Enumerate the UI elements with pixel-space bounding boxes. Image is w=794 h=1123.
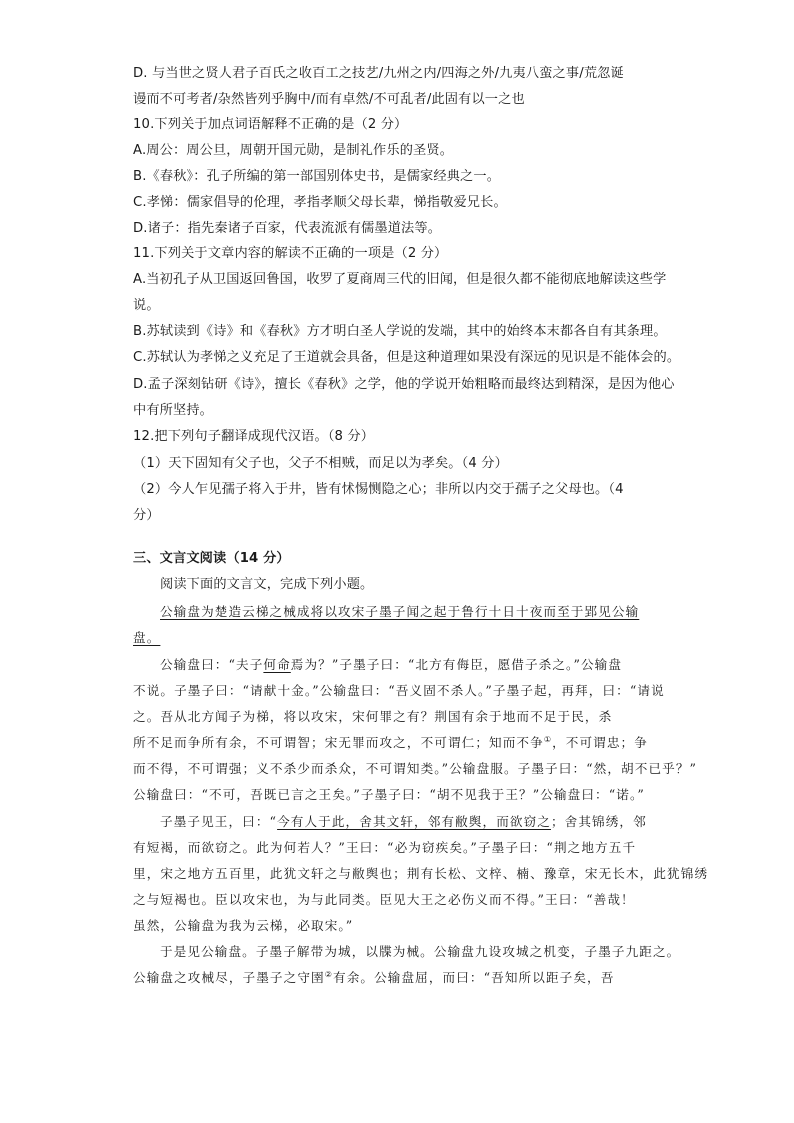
passage-p3-line1: 子墨子见王，曰：“今有人于此，舍其文轩，邻有敝舆，而欲窃之；舍其锦绣，邻 xyxy=(160,814,647,829)
passage-p2-line6: 公输盘曰：“不可，吾既已言之王矣。”子墨子曰：“胡不见我于王？”公输盘曰：“诺。” xyxy=(133,787,645,802)
q11-option-a-line2: 说。 xyxy=(133,298,160,313)
q11-option-c: C.苏轼认为孝悌之义充足了王道就会具备，但是这种道理如果没有深远的见识是不能体会的。 xyxy=(133,350,681,365)
q11-stem: 11.下列关于文章内容的解读不正确的一项是（2 分） xyxy=(133,246,448,261)
q12-stem: 12.把下列句子翻译成现代汉语。（8 分） xyxy=(133,429,375,444)
footnote-marker-1: ① xyxy=(543,734,553,744)
passage-p3-line3: 里，宋之地方五百里，此犹文轩之与敝舆也；荆有长松、文梓、楠、豫章，宋无长木，此犹锦绣 xyxy=(133,866,709,881)
section-heading: 三、文言文阅读（14 分） xyxy=(133,551,290,566)
q10-option-d: D.诸子：指先秦诸子百家，代表流派有儒墨道法等。 xyxy=(133,221,442,236)
q10-option-a: A.周公：周公旦，周朝开国元勋，是制礼作乐的圣贤。 xyxy=(133,143,454,158)
q10-stem: 10.下列关于加点词语解释不正确的是（2 分） xyxy=(133,117,408,132)
section-instruction: 阅读下面的文言文，完成下列小题。 xyxy=(160,577,374,592)
q12-sentence-1: （1）天下固知有父子也，父子不相贼，而足以为孝矣。（4 分） xyxy=(133,456,508,471)
passage-p3-line2: 有短褐，而欲窃之。此为何若人？”王曰：“必为窃疾矣。”子墨子曰：“荆之地方五千 xyxy=(133,840,637,855)
footnote-marker-2: ② xyxy=(324,969,333,979)
q10-option-c: C.孝悌：儒家倡导的伦理，孝指孝顺父母长辈，悌指敬爱兄长。 xyxy=(133,195,507,210)
q11-option-d-line2: 中有所坚持。 xyxy=(133,403,214,418)
passage-p2-line2: 不说。子墨子曰：“请献十金。”公输盘曰：“吾义固不杀人。”子墨子起，再拜，曰：“请说 xyxy=(133,683,665,698)
passage-p2-line1: 公输盘曰：“夫子何命焉为？”子墨子曰：“北方有侮臣，愿借子杀之。”公输盘 xyxy=(160,657,623,672)
q12-sentence-2-line2: 分） xyxy=(133,508,160,523)
passage-p2-line5: 而不得，不可谓强；义不杀少而杀众，不可谓知类。”公输盘服。子墨子曰：“然，胡不已乎？” xyxy=(133,761,698,776)
q12-sentence-2-line1: （2）今人乍见孺子将入于井，皆有怵惕恻隐之心；非所以内交于孺子之父母也。（4 xyxy=(133,482,624,497)
passage-p4-line1: 于是见公输盘。子墨子解带为城，以牒为械。公输盘九设攻城之机变，子墨子九距之。 xyxy=(160,944,681,959)
passage-p3-line5: 虽然，公输盘为我为云梯，必取宋。” xyxy=(133,918,354,933)
dotted-phrase: 何命 xyxy=(263,657,291,672)
q9-option-d-line1: D. 与当世之贤人君子百氏之收百工之技艺/九州之内/四海之外/九夷八蛮之事/荒忽诞 xyxy=(133,66,624,81)
underlined-sentence: 今有人于此，舍其文轩，邻有敝舆，而欲窃之 xyxy=(277,814,551,829)
q11-option-b: B.苏轼读到《诗》和《春秋》方才明白圣人学说的发端，其中的始终本末都各自有其条理。 xyxy=(133,324,667,339)
passage-p2-line4: 所不足而争所有余，不可谓智；宋无罪而攻之，不可谓仁；知而不争①，不可谓忠；争 xyxy=(133,734,648,750)
q9-option-d-line2: 谩而不可考者/杂然皆列乎胸中/而有卓然/不可乱者/此固有以一之也 xyxy=(133,92,525,107)
q11-option-a-line1: A.当初孔子从卫国返回鲁国，收罗了夏商周三代的旧闻，但是很久都不能彻底地解读这些学 xyxy=(133,272,667,287)
passage-p2-line3: 之。吾从北方闻子为梯，将以攻宋，宋何罪之有？荆国有余于地而不足于民，杀 xyxy=(133,709,613,724)
q11-option-d-line1: D.孟子深刻钻研《诗》，擅长《春秋》之学，他的学说开始粗略而最终达到精深，是因为他心 xyxy=(133,377,675,392)
passage-p1-line1: 公输盘为楚造云梯之械成将以攻宋子墨子闻之起于鲁行十日十夜而至于郢见公输 xyxy=(160,604,640,619)
passage-p1-line2: 盘。 xyxy=(133,630,161,645)
passage-p4-line2: 公输盘之攻械尽，子墨子之守圉②有余。公输盘屈，而曰：“吾知所以距子矣，吾 xyxy=(133,969,615,985)
passage-p3-line4: 之与短褐也。臣以攻宋也，为与此同类。臣见大王之必伤义而不得。”王曰：“善哉！ xyxy=(133,892,635,907)
q10-option-b: B.《春秋》：孔子所编的第一部国别体史书，是儒家经典之一。 xyxy=(133,169,501,184)
